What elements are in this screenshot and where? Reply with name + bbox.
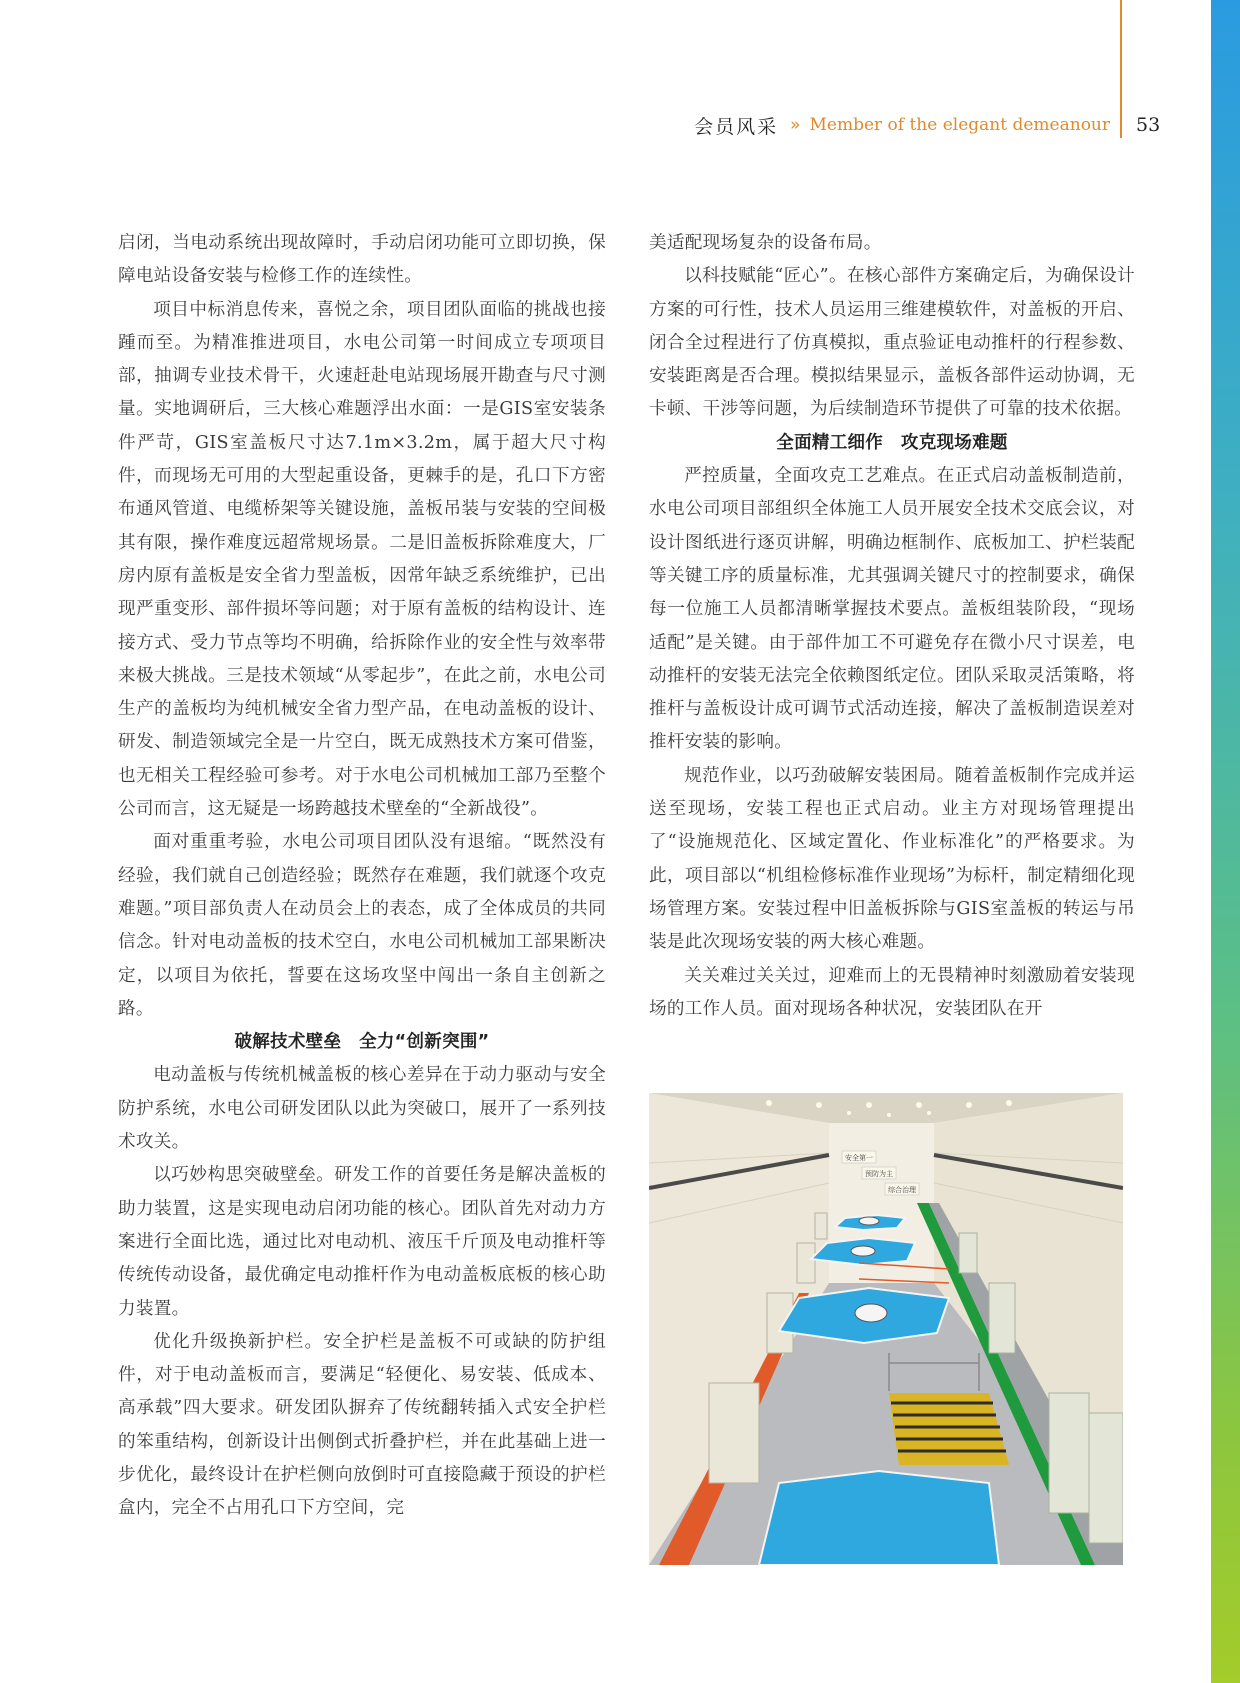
right-text-column <box>649 227 1135 1026</box>
striped-hatch-cover <box>889 1393 1009 1465</box>
section-heading: 全面精工细作 攻克现场难题 <box>776 432 1008 453</box>
section-heading: 破解技术壁垒 全力“创新突围” <box>234 1032 490 1053</box>
paragraph: 启闭，当电动系统出现故障时，手动启闭功能可立即切换，保障电站设备安装与检修工作的连续性。 <box>118 233 606 287</box>
paragraph: 规范作业，以巧劲破解安装困局。随着盖板制作完成并运送至现场，安装工程也正式启动。业主方对现场管理提出了“设施规范化、区域定置化、作业标准化”的严格要求。为此，项目部以“机组检修标准作业现场”为标杆，制定精细化现场管理方案。安装过程中旧盖板拆除与GIS室盖板的转运与吊装是此次现场安装的两大核心难题。 <box>649 765 1135 953</box>
paragraph: 严控质量，全面攻克工艺难点。在正式启动盖板制造前，水电公司项目部组织全体施工人员开展安全技术交底会议，对设计图纸进行逐页讲解，明确边框制作、底板加工、护栏装配等关键工序的质量标准，尤其强调关键尺寸的控制要求，确保每一位施工人员都清晰掌握技术要点。盖板组装阶段，“现场适配”是关键。由于部件加工不可避免存在微小尺寸误差，电动推杆的安装无法完全依赖图纸定位。团队采取灵活策略，将推杆与盖板设计成可调节式活动连接，解决了盖板制造误差对推杆安装的影响。 <box>649 466 1135 753</box>
paragraph: 优化升级换新护栏。安全护栏是盖板不可或缺的防护组件，对于电动盖板而言，要满足“轻便化、易安装、低成本、高承载”四大要求。研发团队摒弃了传统翻转插入式安全护栏的笨重结构，创新设计出侧倒式折叠护栏，并在此基础上进一步优化，最终设计在护栏侧向放倒时可直接隐藏于预设的护栏盒内，完全不占用孔口下方空间，完 <box>118 1331 606 1519</box>
page-number: 53 <box>1136 114 1161 136</box>
paragraph: 以科技赋能“匠心”。在核心部件方案确定后，为确保设计方案的可行性，技术人员运用三维建模软件，对盖板的开启、闭合全过程进行了仿真模拟，重点验证电动推杆的行程参数、安装距离是否合理。模拟结果显示，盖板各部件运动协调，无卡顿、干涉等问题，为后续制造环节提供了可靠的技术依据。 <box>649 266 1135 420</box>
powerhouse-photo-illustration <box>649 1093 1123 1565</box>
section-title-cn: 会员风采 <box>694 115 779 138</box>
paragraph: 美适配现场复杂的设备布局。 <box>649 233 882 253</box>
paragraph: 项目中标消息传来，喜悦之余，项目团队面临的挑战也接踵而至。为精准推进项目，水电公司第一时间成立专项项目部，抽调专业技术骨干，火速赶赴电站现场展开勘查与尺寸测量。实地调研后，三大核心难题浮出水面：一是GIS室安装条件严苛，GIS室盖板尺寸达7.1m×3.2m，属于超大尺寸构件，而现场无可用的大型起重设备，更棘手的是，孔口下方密布通风管道、电缆桥架等关键设施，盖板吊装与安装的空间极其有限，操作难度远超常规场景。二是旧盖板拆除难度大，厂房内原有盖板是安全省力型盖板，因常年缺乏系统维护，已出现严重变形、部件损坏等问题；对于原有盖板的结构设计、连接方式、受力节点等均不明确，给拆除作业的安全性与效率带来极大挑战。三是技术领域“从零起步”，在此之前，水电公司生产的盖板均为纯机械安全省力型产品，在电动盖板的设计、研发、制造领域完全是一片空白，既无成熟技术方案可借鉴，也无相关工程经验可参考。对于水电公司机械加工部乃至整个公司而言，这无疑是一场跨越技术壁垒的“全新战役”。 <box>118 299 606 820</box>
paragraph: 面对重重考验，水电公司项目团队没有退缩。“既然没有经验，我们就自己创造经验；既然存在难题，我们就逐个攻克难题。”项目部负责人在动员会上的表态，成了全体成员的共同信念。针对电动盖板的技术空白，水电公司机械加工部果断决定，以项目为依托，誓要在这场攻坚中闯出一条自主创新之路。 <box>118 832 606 1019</box>
paragraph: 关关难过关关过，迎难而上的无畏精神时刻激励着安装现场的工作人员。面对现场各种状况，安装团队在开 <box>649 965 1135 1019</box>
paragraph: 以巧妙构思突破壁垒。研发工作的首要任务是解决盖板的助力装置，这是实现电动启闭功能的核心。团队首先对动力方案进行全面比选，通过比对电动机、液压千斤顶及电动推杆等传统传动设备，最优确定电动推杆作为电动盖板底板的核心助力装置。 <box>118 1165 606 1319</box>
powerhouse-photo <box>649 1093 1123 1565</box>
side-color-stripe <box>1211 0 1240 1683</box>
page-header <box>694 110 1110 140</box>
chevron-right-icon: » <box>790 115 798 135</box>
left-text-column <box>118 227 606 1526</box>
section-title-en: Member of the elegant demeanour <box>809 115 1110 135</box>
unit-cover-blue <box>759 1471 999 1565</box>
paragraph: 电动盖板与传统机械盖板的核心差异在于动力驱动与安全防护系统，水电公司研发团队以此为突破口，展开了一系列技术攻关。 <box>118 1065 606 1153</box>
wall-sign-text: 安全第一 <box>845 1154 873 1162</box>
wall-sign-text: 预防为主 <box>865 1170 893 1178</box>
header-divider-line <box>1120 0 1122 138</box>
wall-sign-text: 综合治理 <box>888 1186 916 1194</box>
